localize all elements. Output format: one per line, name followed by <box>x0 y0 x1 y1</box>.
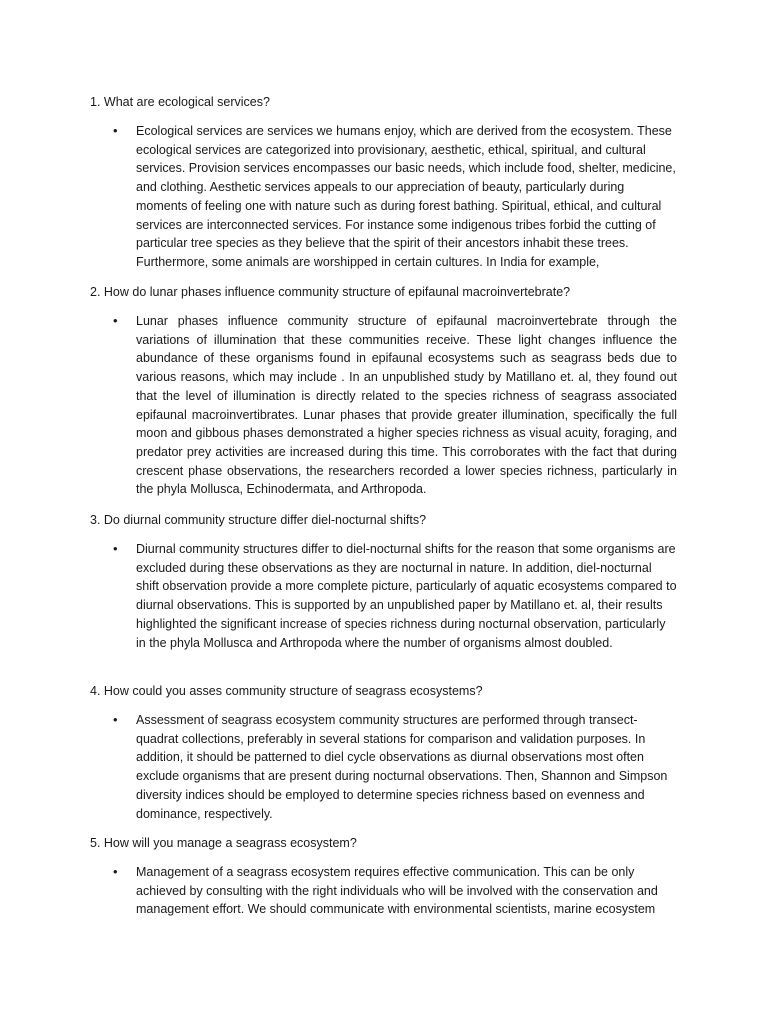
question-1: 1. What are ecological services? <box>90 95 270 109</box>
bullet-3: • <box>113 541 118 556</box>
bullet-4: • <box>113 712 118 727</box>
bullet-1: • <box>113 123 118 138</box>
question-3: 3. Do diurnal community structure differ diel-nocturnal shifts? <box>90 513 427 527</box>
answer-3: Diurnal community structures differ to diel-nocturnal shifts for the reason that some organisms are excluded during these observations as they are nocturnal in nature. In addition, diel-nocturnal shift observation provide a more complete picture, particularly of aquatic ecosystems compared to diurnal observations. This is supported by an unpublished paper by Matillano et. al, their results highlighted the significant increase of species richness during nocturnal observation, particularly in the phyla Mollusca and Arthropoda where the number of organisms almost doubled. <box>136 542 677 650</box>
answer-4: Assessment of seagrass ecosystem community structures are performed through transect-quadrat collections, preferably in several stations for comparison and validation purposes. In addition, it should be patterned to diel cycle observations as diurnal observations most often exclude organisms that are present during nocturnal observations. Then, Shannon and Simpson diversity indices should be employed to determine species richness based on evenness and dominance, respectively. <box>136 713 668 821</box>
question-2: 2. How do lunar phases influence community structure of epifaunal macroinvertebrate? <box>90 285 571 299</box>
question-4: 4. How could you asses community structure of seagrass ecosystems? <box>90 684 483 698</box>
answer-1: Ecological services are services we humans enjoy, which are derived from the ecosystem. These ecological services are categorized into provisionary, aesthetic, ethical, spiritual, and cultural services. Provision services encompasses our basic needs, which include food, shelter, medicine, and clothing. Aesthetic services appeals to our appreciation of beauty, particularly during moments of feeling one with nature such as during forest bathing. Spiritual, ethical, and cultural services are interconnected services. For instance some indigenous tribes forbid the cutting of particular tree species as they believe that the spirit of their ancestors inhabit these trees. Furthermore, some animals are worshipped in certain cultures. In India for example, <box>136 124 676 269</box>
answer-5: Management of a seagrass ecosystem requires effective communication. This can be only achieved by consulting with the right individuals who will be involved with the conservation and management effort. We should communicate with environmental scientists, marine ecosystem <box>136 865 658 917</box>
answer-2: Lunar phases influence community structure of epifaunal macroinvertebrate through the variations of illumination that these communities receive. These light changes influence the abundance of these organisms found in epifaunal ecosystems such as seagrass beds due to various reasons, which may include . In an unpublished study by Matillano et. al, they found out that the level of illumination is directly related to the species richness of seagrass associated epifaunal macroinvertibrates. Lunar phases that provide greater illumination, specifically the full moon and gibbous phases demonstrated a higher species richness as visual acuity, foraging, and predator prey activities are increased during this time. This corroborates with the fact that during crescent phase observations, the researchers recorded a lower species richness, particularly in the phyla Mollusca, Echinodermata, and Arthropoda. <box>136 314 677 497</box>
bullet-5: • <box>113 864 118 879</box>
question-5: 5. How will you manage a seagrass ecosystem? <box>90 836 357 850</box>
bullet-2: • <box>113 313 118 328</box>
